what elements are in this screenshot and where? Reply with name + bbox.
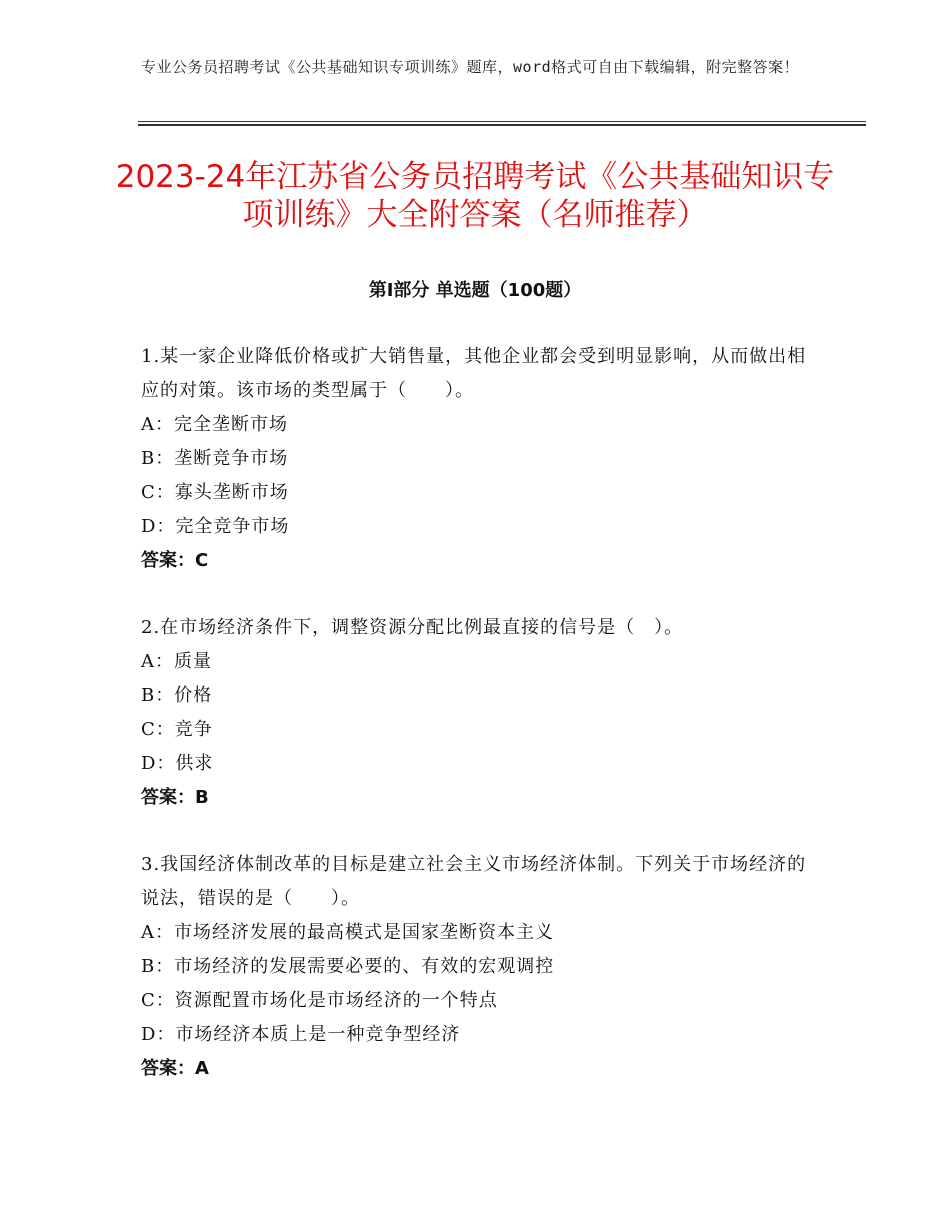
question-stem: 3.我国经济体制改革的目标是建立社会主义市场经济体制。下列关于市场经济的说法，错误的是（ ）。 (141, 854, 807, 909)
question-stem: 1.某一家企业降低价格或扩大销售量，其他企业都会受到明显影响，从而做出相应的对策。该市场的类型属于（ ）。 (141, 346, 807, 401)
option-b: B：市场经济的发展需要必要的、有效的宏观调控 (141, 956, 555, 977)
option-d: D：完全竞争市场 (141, 516, 290, 537)
option-a: A：市场经济发展的最高模式是国家垄断资本主义 (141, 922, 554, 943)
option-a: A：完全垄断市场 (141, 414, 288, 435)
option-b: B：垄断竞争市场 (141, 448, 289, 469)
option-d: D：供求 (141, 753, 214, 774)
option-a: A：质量 (141, 651, 212, 672)
header-note: 专业公务员招聘考试《公共基础知识专项训练》题库，word格式可自由下载编辑，附完整答案！ (141, 58, 800, 76)
option-c: C：资源配置市场化是市场经济的一个特点 (141, 990, 498, 1011)
answer-line: 答案：A (141, 1058, 209, 1079)
question-list (141, 340, 821, 1119)
option-c: C：竞争 (141, 719, 213, 740)
question-stem: 2.在市场经济条件下，调整资源分配比例最直接的信号是（ ）。 (141, 617, 684, 638)
answer-line: 答案：B (141, 787, 209, 808)
header-rule-thin (138, 121, 866, 122)
option-d: D：市场经济本质上是一种竞争型经济 (141, 1024, 461, 1045)
answer-line: 答案：C (141, 550, 209, 571)
option-c: C：寡头垄断市场 (141, 482, 289, 503)
question-item (141, 848, 821, 1086)
header-rule-thick (138, 124, 866, 126)
question-item (141, 340, 821, 578)
question-item (141, 611, 821, 815)
section-title: 第Ⅰ部分 单选题（100题） (368, 280, 582, 301)
document-title: 2023-24年江苏省公务员招聘考试《公共基础知识专项训练》大全附答案（名师推荐） (115, 159, 835, 233)
option-b: B：价格 (141, 685, 213, 706)
